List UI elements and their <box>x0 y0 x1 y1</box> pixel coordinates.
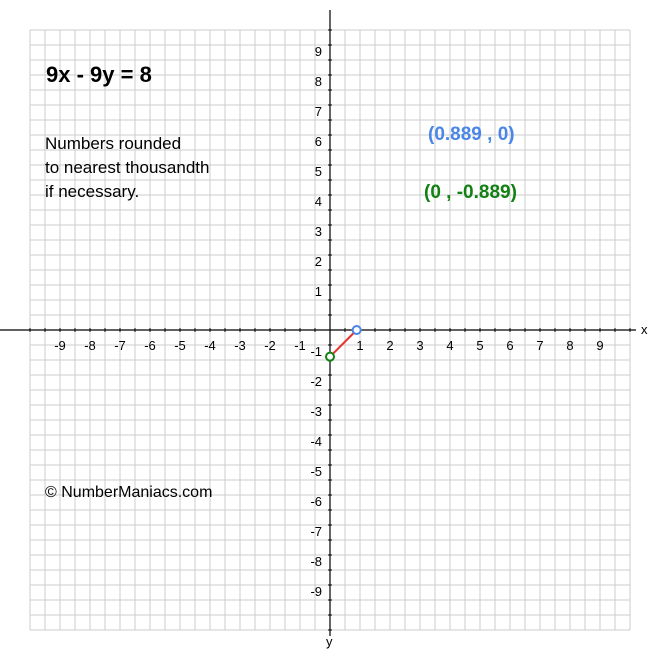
y-tick-label: -9 <box>310 584 322 599</box>
x-intercept-point <box>353 326 361 334</box>
x-tick-label: -7 <box>114 338 126 353</box>
equation-title: 9x - 9y = 8 <box>46 62 152 87</box>
x-tick-label: -6 <box>144 338 156 353</box>
y-axis-label: y <box>326 634 333 649</box>
y-tick-label: -8 <box>310 554 322 569</box>
y-tick-label: 8 <box>314 74 322 89</box>
y-tick-label: -6 <box>310 494 322 509</box>
axes <box>0 10 648 649</box>
x-tick-label: 6 <box>506 338 514 353</box>
y-tick-label: 5 <box>314 164 322 179</box>
y-tick-label: -2 <box>310 374 322 389</box>
x-tick-label: 2 <box>386 338 394 353</box>
y-intercept-label: (0 , -0.889) <box>424 182 517 203</box>
x-axis-label: x <box>641 322 648 337</box>
x-tick-label: -9 <box>54 338 66 353</box>
x-tick-label: -3 <box>234 338 246 353</box>
y-tick-label: -3 <box>310 404 322 419</box>
x-tick-label: 1 <box>356 338 364 353</box>
y-tick-label: -4 <box>310 434 322 449</box>
x-tick-label: -1 <box>294 338 306 353</box>
note-line-1: Numbers rounded <box>45 134 182 153</box>
x-tick-label: -4 <box>204 338 216 353</box>
x-tick-label: 9 <box>596 338 604 353</box>
x-tick-label: 5 <box>476 338 484 353</box>
note-line-3: if necessary. <box>45 182 140 201</box>
y-tick-label: 9 <box>314 44 322 59</box>
x-tick-label: 8 <box>566 338 574 353</box>
x-tick-label: -8 <box>84 338 96 353</box>
y-intercept-point <box>326 353 334 361</box>
x-intercept-label: (0.889 , 0) <box>428 124 515 145</box>
y-tick-label: 1 <box>314 284 322 299</box>
x-tick-label: -2 <box>264 338 276 353</box>
y-tick-label: -1 <box>310 344 322 359</box>
y-tick-label: 6 <box>314 134 322 149</box>
copyright-text: © NumberManiacs.com <box>45 484 213 501</box>
rounding-note <box>45 132 209 204</box>
y-tick-label: 3 <box>314 224 322 239</box>
tick-labels <box>54 44 603 599</box>
x-tick-label: 3 <box>416 338 424 353</box>
x-tick-label: 4 <box>446 338 454 353</box>
y-tick-label: -5 <box>310 464 322 479</box>
equation-line <box>330 330 357 357</box>
y-tick-label: 4 <box>314 194 322 209</box>
x-tick-label: 7 <box>536 338 544 353</box>
y-tick-label: 2 <box>314 254 322 269</box>
note-line-2: to nearest thousandth <box>45 158 210 177</box>
y-tick-label: 7 <box>314 104 322 119</box>
y-tick-label: -7 <box>310 524 322 539</box>
series-line <box>330 330 357 357</box>
x-tick-label: -5 <box>174 338 186 353</box>
